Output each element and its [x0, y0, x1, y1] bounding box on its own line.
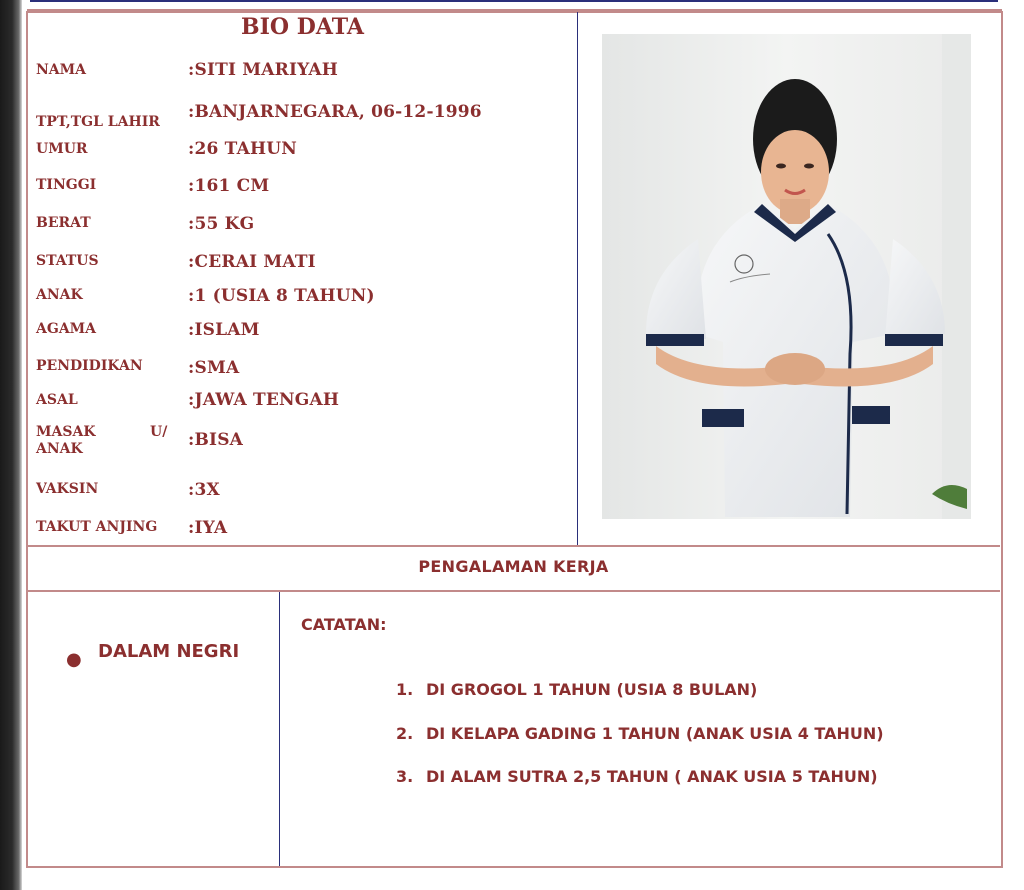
note-item	[396, 767, 878, 786]
label-masak-anak: ANAK	[36, 441, 83, 457]
note-item	[396, 680, 757, 699]
profile-photo	[602, 34, 971, 519]
note-number: 2.	[396, 724, 414, 743]
experience-category: DALAM NEGRI	[98, 641, 240, 662]
bullet-icon: ●	[66, 649, 82, 670]
value-nama: :SITI MARIYAH	[188, 60, 339, 80]
section-divider-bottom	[27, 590, 1000, 592]
label-masak: MASAK	[36, 424, 96, 440]
value-masak: :BISA	[188, 430, 244, 450]
label-vaksin: VAKSIN	[36, 481, 99, 497]
value-umur: :26 TAHUN	[188, 139, 297, 159]
value-pendidikan: :SMA	[188, 358, 240, 378]
label-ttl: TPT,TGL LAHIR	[36, 114, 160, 130]
note-text: DI ALAM SUTRA 2,5 TAHUN ( ANAK USIA 5 TAHUN)	[426, 767, 878, 786]
value-asal: :JAWA TENGAH	[188, 390, 340, 410]
note-text: DI GROGOL 1 TAHUN (USIA 8 BULAN)	[426, 680, 758, 699]
value-vaksin: :3X	[188, 480, 220, 500]
left-edge-shadow	[0, 0, 22, 890]
note-number: 1.	[396, 680, 414, 699]
value-ttl: :BANJARNEGARA, 06-12-1996	[188, 102, 482, 122]
value-anak: :1 (USIA 8 TAHUN)	[188, 286, 375, 306]
note-item	[396, 724, 884, 743]
column-divider	[577, 12, 578, 545]
note-number: 3.	[396, 767, 414, 786]
label-nama: NAMA	[36, 62, 87, 78]
label-agama: AGAMA	[36, 321, 97, 337]
label-anak: ANAK	[36, 287, 83, 303]
section-divider-top	[27, 545, 1000, 547]
notes-label: CATATAN:	[301, 615, 387, 634]
label-berat: BERAT	[36, 215, 91, 231]
label-masak-u: U/	[150, 424, 168, 440]
experience-title: PENGALAMAN KERJA	[418, 557, 609, 576]
label-pendidikan: PENDIDIKAN	[36, 358, 143, 374]
label-status: STATUS	[36, 253, 99, 269]
experience-column-divider	[279, 592, 280, 866]
value-takut-anjing: :IYA	[188, 518, 228, 538]
top-divider	[30, 0, 998, 2]
value-status: :CERAI MATI	[188, 252, 316, 272]
page-title: BIO DATA	[241, 14, 364, 40]
value-agama: :ISLAM	[188, 320, 260, 340]
value-tinggi: :161 CM	[188, 176, 270, 196]
label-umur: UMUR	[36, 141, 88, 157]
label-asal: ASAL	[36, 392, 78, 408]
label-takut-anjing: TAKUT ANJING	[36, 519, 158, 535]
value-berat: :55 KG	[188, 214, 255, 234]
note-text: DI KELAPA GADING 1 TAHUN (ANAK USIA 4 TAHUN)	[426, 724, 884, 743]
label-tinggi: TINGGI	[36, 177, 97, 193]
